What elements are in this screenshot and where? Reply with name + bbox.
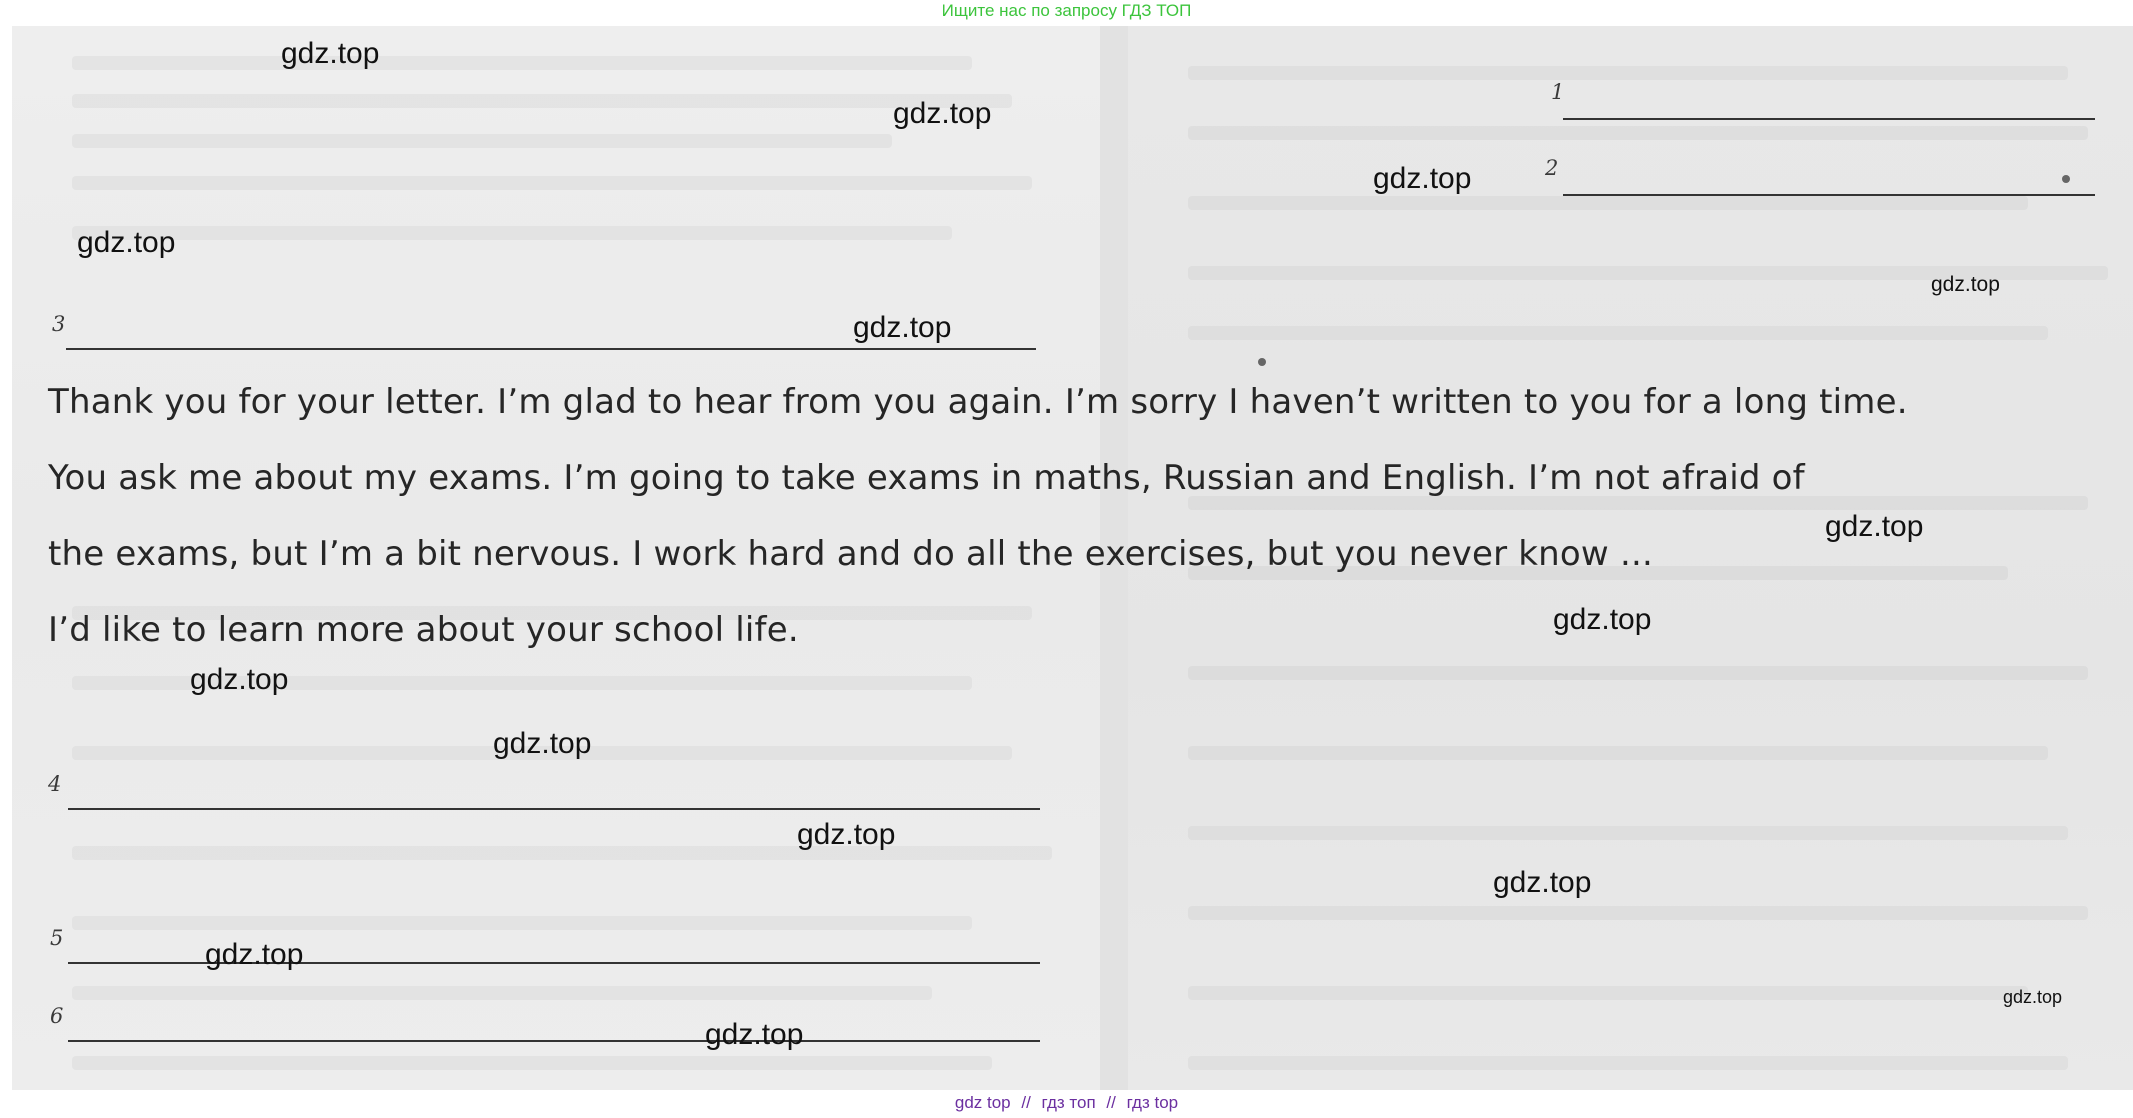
answer-line-number: 3 [52,312,66,336]
watermark: gdz.top [205,938,304,971]
letter-line-1: Thank you for your letter. I’m glad to hear from you again. I’m sorry I haven’t written to you for a long time. [48,382,1908,422]
answer-line-6[interactable] [68,1040,1040,1042]
watermark: gdz.top [1931,273,2000,296]
watermark: gdz.top [77,226,176,259]
top-banner: Ищите нас по запросу ГДЗ ТОП [941,1,1192,20]
letter-line-4: I’d like to learn more about your school life. [48,610,799,650]
answer-line-1[interactable] [1563,118,2095,120]
watermark: gdz.top [893,97,992,130]
watermark: gdz.top [1373,162,1472,195]
answer-line-2[interactable] [1563,194,2095,196]
footer-separator: // [1106,1093,1116,1112]
footer-link-gdz-top[interactable]: gdz top [954,1093,1011,1112]
footer-links [0,1090,2133,1118]
watermark: gdz.top [705,1018,804,1051]
watermark: gdz.top [493,727,592,760]
answer-line-number: 6 [50,1004,64,1028]
ink-speck [2062,175,2070,183]
watermark: gdz.top [281,37,380,70]
answer-line-4[interactable] [68,808,1040,810]
ink-speck [1258,358,1266,366]
answer-line-3[interactable] [66,348,1036,350]
answer-line-number: 1 [1551,80,1565,104]
answer-line-number: 4 [48,772,62,796]
watermark: gdz.top [1493,866,1592,899]
watermark: gdz.top [190,663,289,696]
letter-line-2: You ask me about my exams. I’m going to take exams in maths, Russian and English. I’m not afraid of [48,458,1805,498]
answer-line-number: 2 [1545,156,1559,180]
footer-link-gdz-top-mixed[interactable]: гдз top [1126,1093,1179,1112]
watermark: gdz.top [853,311,952,344]
letter-line-3: the exams, but I’m a bit nervous. I work hard and do all the exercises, but you never know ... [48,534,1653,574]
watermark: gdz.top [1553,603,1652,636]
watermark: gdz.top [2003,987,2063,1007]
watermark: gdz.top [1825,510,1924,543]
footer-link-gdz-top-cyrillic[interactable]: гдз топ [1041,1093,1096,1112]
answer-line-number: 5 [50,926,64,950]
watermark: gdz.top [797,818,896,851]
footer-separator: // [1021,1093,1031,1112]
